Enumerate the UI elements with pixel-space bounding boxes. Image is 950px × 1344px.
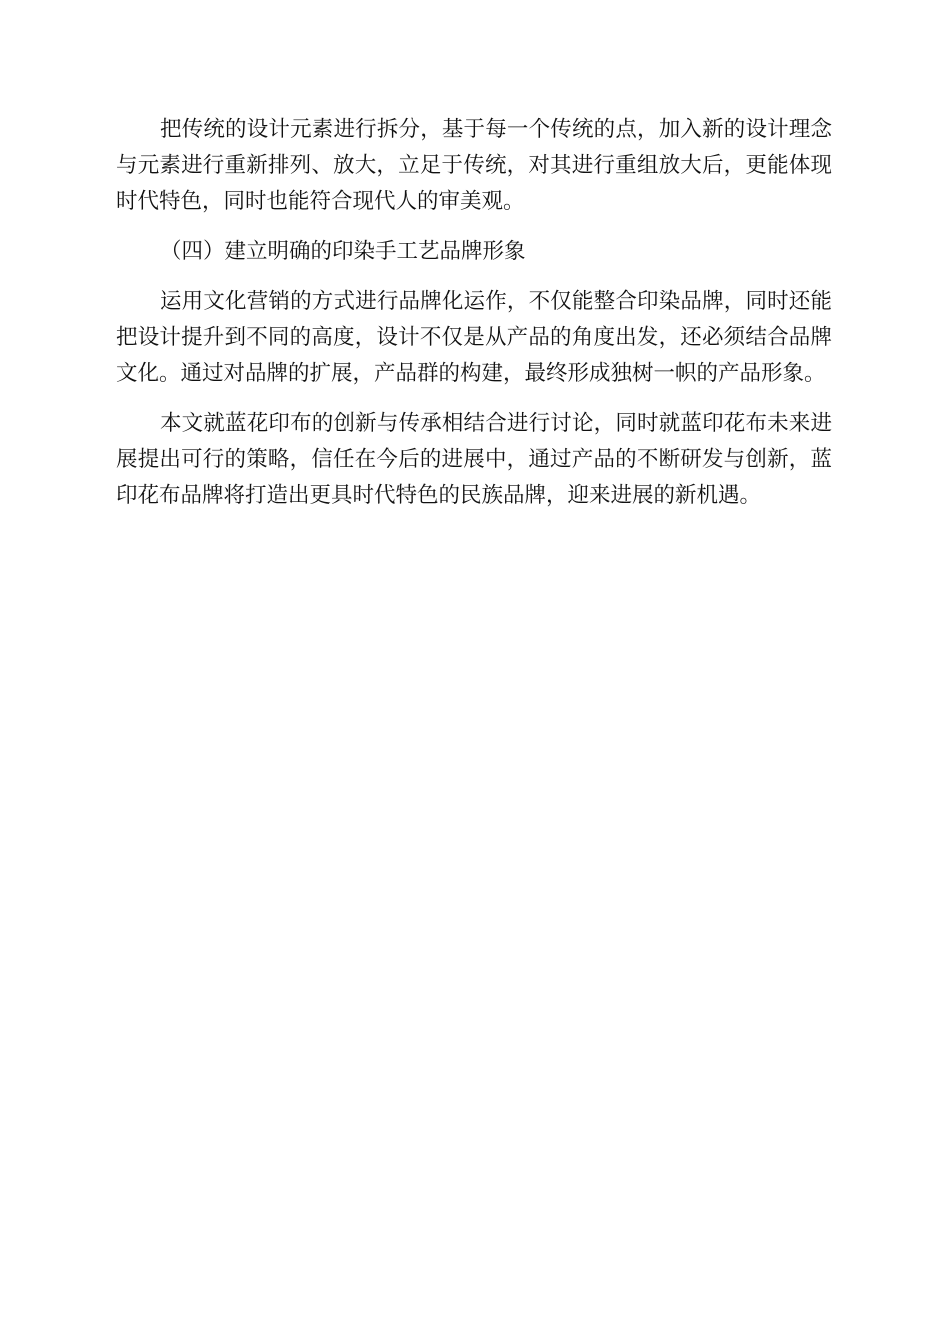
paragraph-cultural-marketing: 运用文化营销的方式进行品牌化运作，不仅能整合印染品牌，同时还能把设计提升到不同的高度，设计不仅是从产品的角度出发，还必须结合品牌文化。通过对品牌的扩展，产品群的构建，最终形成独树一帜的产品形象。 [116,289,832,386]
paragraph-conclusion: 本文就蓝花印布的创新与传承相结合进行讨论，同时就蓝印花布未来进展提出可行的策略，信任在今后的进展中，通过产品的不断研发与创新，蓝印花布品牌将打造出更具时代特色的民族品牌，迎来进展的新机遇。 [116,411,832,508]
section-heading-brand-image: （四）建立明确的印染手工艺品牌形象 [160,239,526,264]
paragraph-design-elements: 把传统的设计元素进行拆分，基于每一个传统的点，加入新的设计理念与元素进行重新排列、放大，立足于传统，对其进行重组放大后，更能体现时代特色，同时也能符合现代人的审美观。 [116,117,832,214]
document-body [116,112,832,514]
